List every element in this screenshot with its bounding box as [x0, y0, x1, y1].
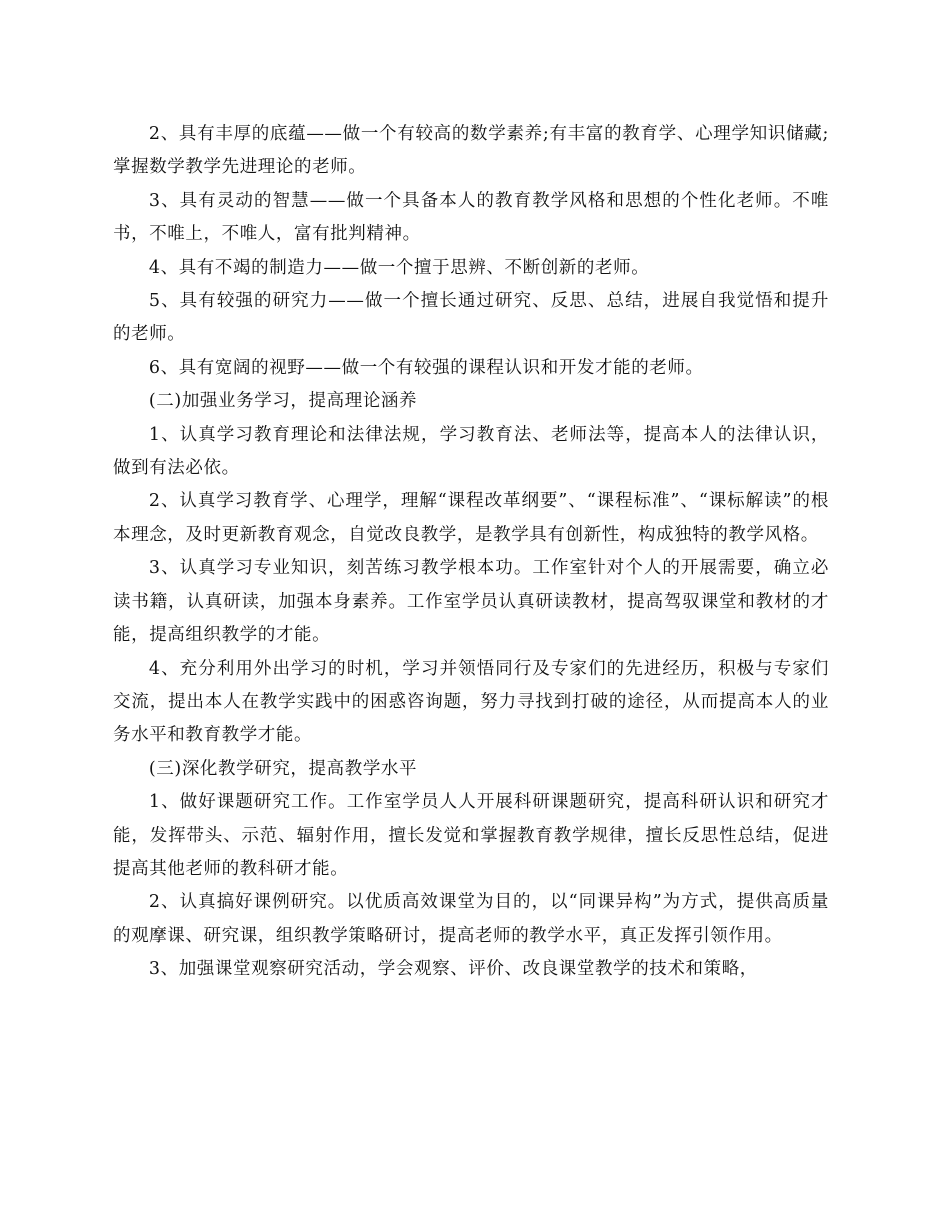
- paragraph-study-professional: 3、认真学习专业知识，刻苦练习教学根本功。工作室针对个人的开展需要，确立必读书籍，认真研读，加强本身素养。工作室学员认真研读教材，提高驾驭课堂和教材的才能，提高组织教学的才能。: [113, 558, 829, 646]
- paragraph-research-observation: 3、加强课堂观察研究活动，学会观察、评价、改良课堂教学的技术和策略，: [148, 959, 758, 980]
- paragraph-study-external: 4、充分利用外出学习的时机，学习并领悟同行及专家们的先进经历，积极与专家们交流，提出本人在教学实践中的困惑咨询题，努力寻找到打破的途径，从而提高本人的业务水平和教育教学才能。: [113, 658, 829, 746]
- paragraph-study-pedagogy: 2、认真学习教育学、心理学，理解“课程改革纲要”、“课程标准”、“课标解读”的根本理念，及时更新教育观念，自觉改良教学，是教学具有创新性，构成独特的教学风格。: [113, 491, 829, 545]
- paragraph-study-law: 1、认真学习教育理论和法律法规，学习教育法、老师法等，提高本人的法律认识，做到有法必依。: [113, 424, 829, 479]
- section-heading-study: (二)加强业务学习，提高理论涵养: [148, 391, 418, 412]
- paragraph-quality-foundation: 2、具有丰厚的底蕴——做一个有较高的数学素养;有丰富的教育学、心理学知识储藏;掌握数学教学先进理论的老师。: [113, 124, 829, 178]
- paragraph-quality-creativity: 4、具有不竭的制造力——做一个擅于思辨、不断创新的老师。: [148, 257, 650, 278]
- document-body: [113, 118, 829, 987]
- paragraph-research-lessons: 2、认真搞好课例研究。以优质高效课堂为目的，以“同课异构”为方式，提供高质量的观摩课、研究课，组织教学策略研讨，提高老师的教学水平，真正发挥引领作用。: [113, 892, 829, 946]
- paragraph-research-topics: 1、做好课题研究工作。工作室学员人人开展科研课题研究，提高科研认识和研究才能，发挥带头、示范、辐射作用，擅长发觉和掌握教育教学规律，擅长反思性总结，促进提高其他老师的教科研才能。: [113, 792, 829, 879]
- paragraph-quality-wisdom: 3、具有灵动的智慧——做一个具备本人的教育教学风格和思想的个性化老师。不唯书，不唯上，不唯人，富有批判精神。: [113, 190, 829, 245]
- paragraph-quality-research: 5、具有较强的研究力——做一个擅长通过研究、反思、总结，进展自我觉悟和提升的老师。: [113, 291, 829, 345]
- section-heading-research: (三)深化教学研究，提高教学水平: [148, 758, 418, 779]
- paragraph-quality-vision: 6、具有宽阔的视野——做一个有较强的课程认识和开发才能的老师。: [148, 357, 704, 378]
